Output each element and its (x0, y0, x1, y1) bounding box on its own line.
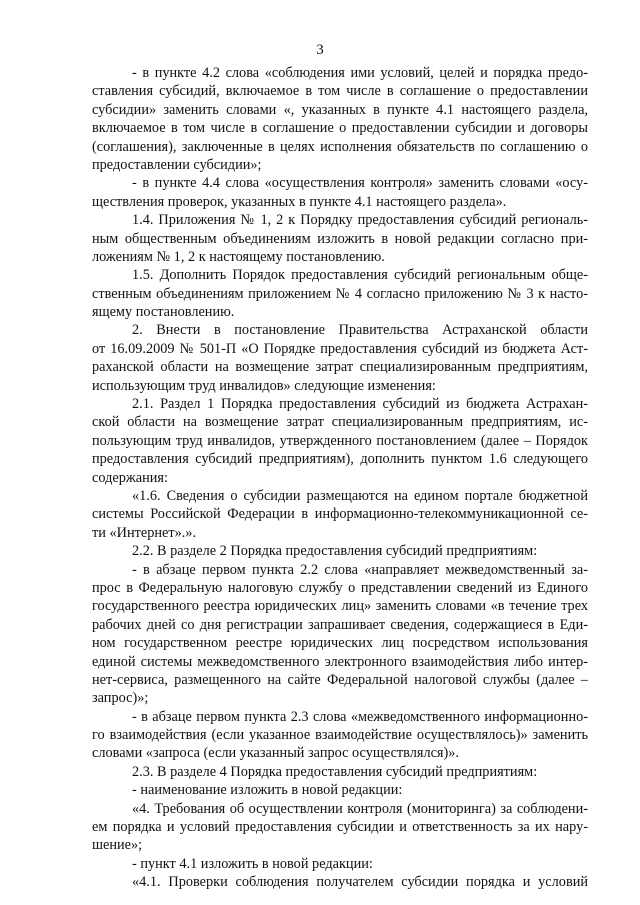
text-line: от 16.09.2009 № 501-П «О Порядке предоставления субсидий из бюджета Аст- (92, 340, 588, 357)
text-line: включаемое в том числе в соглашение о предоставлении субсидии и договоры (92, 120, 588, 137)
text-line: «4. Требования об осуществлении контроля (мониторинга) за соблюдени- (132, 800, 588, 817)
text-line: го взаимодействия (если указанное взаимодействие осуществлялось)» заменить (92, 727, 588, 744)
text-line: запрос)»; (92, 690, 149, 707)
text-line: словами «запроса (если указанный запрос осуществлялся)». (92, 745, 459, 762)
text-line: ставления субсидий, включаемое в том числе в соглашение о предоставлении (92, 83, 588, 100)
text-line: ящему постановлению. (92, 304, 235, 321)
text-line: ным общественным объединениям изложить в новой редакции согласно при- (92, 230, 588, 247)
text-line: содержания: (92, 469, 168, 486)
text-line: единой системы межведомственного электронного взаимодействия либо интер- (92, 653, 588, 670)
text-line: государственного реестра юридических лиц» заменить словами «в течение трех (92, 598, 588, 615)
text-line: ществления проверок, указанных в пункте 4.1 настоящего раздела». (92, 193, 507, 210)
text-line: ти «Интернет».». (92, 524, 197, 541)
text-line: ем порядка и условий предоставления субсидии и ответственность за их нару- (92, 819, 588, 836)
text-line: (соглашения), заключенные в целях исполнения обязательств по соглашению о (92, 138, 588, 155)
text-line: раханской области на возмещение затрат специализированным предприятиям, (92, 359, 588, 376)
text-line: предоставлении субсидии»; (92, 156, 262, 173)
text-line: ном государственном реестре юридических лиц посредством использования (92, 635, 588, 652)
text-line: - в пункте 4.4 слова «осуществления контроля» заменить словами «осу- (132, 175, 588, 192)
text-line: ской области на возмещение затрат специализированным предприятиям, ис- (92, 414, 588, 431)
text-line: шение»; (92, 837, 143, 854)
document-body (92, 64, 588, 892)
text-line: - пункт 4.1 изложить в новой редакции: (132, 855, 373, 872)
text-line: 2.1. Раздел 1 Порядка предоставления субсидий из бюджета Астрахан- (132, 396, 588, 413)
text-line: субсидии» заменить словами «, указанных в пункте 4.1 настоящего раздела, (92, 101, 588, 118)
text-line: - наименование изложить в новой редакции: (132, 782, 403, 799)
text-line: «4.1. Проверки соблюдения получателем субсидии порядка и условий (132, 874, 588, 891)
text-line: пользующим труд инвалидов, утвержденного постановлением (далее – Порядок (92, 432, 588, 449)
text-line: - в пункте 4.2 слова «соблюдения ими условий, целей и порядка предо- (132, 65, 588, 81)
text-line: ложениям № 1, 2 к настоящему постановлению. (92, 248, 385, 265)
text-line: ственным объединениям приложением № 4 согласно приложению № 3 к насто- (92, 285, 588, 302)
text-line: 1.5. Дополнить Порядок предоставления субсидий региональным обще- (132, 267, 588, 284)
text-line: 2.2. В разделе 2 Порядка предоставления субсидий предприятиям: (132, 543, 538, 560)
text-line: прос в Федеральную налоговую службу о представлении сведений из Единого (92, 579, 588, 596)
text-line: 2. Внести в постановление Правительства Астраханской области (132, 322, 588, 339)
page-number: 3 (316, 42, 324, 58)
text-line: - в абзаце первом пункта 2.2 слова «направляет межведомственный за- (132, 561, 588, 578)
text-line: использующим труд инвалидов» следующие изменения: (92, 377, 436, 394)
text-line: рабочих дней со дня регистрации запрашивает сведения, содержащиеся в Еди- (92, 616, 588, 633)
text-line: нет-сервиса, размещенного на сайте Федеральной налоговой службы (далее – (92, 671, 588, 688)
text-line: предоставления субсидий предприятиям), дополнить пунктом 1.6 следующего (92, 451, 588, 468)
text-line: 1.4. Приложения № 1, 2 к Порядку предоставления субсидий региональ- (132, 212, 588, 229)
text-line: - в абзаце первом пункта 2.3 слова «межведомственного информационно- (132, 708, 588, 725)
text-line: системы Российской Федерации в информационно-телекоммуникационной се- (92, 506, 588, 523)
text-line: «1.6. Сведения о субсидии размещаются на едином портале бюджетной (132, 487, 588, 504)
text-line: 2.3. В разделе 4 Порядка предоставления субсидий предприятиям: (132, 763, 538, 780)
